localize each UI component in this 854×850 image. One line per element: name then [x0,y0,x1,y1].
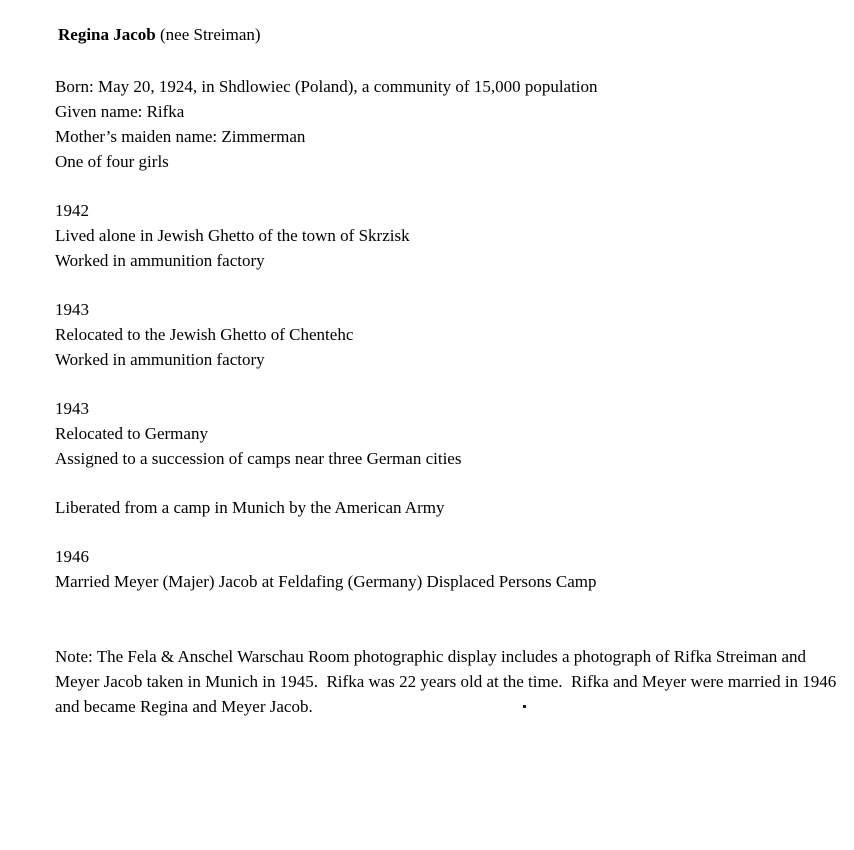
spacer-before-1942 [55,174,845,198]
spacer-before-1943-germany [55,372,845,396]
entry-1942-block [55,198,845,273]
given-name-line: Given name: Rifka [55,102,185,121]
entry-1946-line-1: Married Meyer (Majer) Jacob at Feldafing (Germany) Displaced Persons Camp [55,572,597,591]
spacer-before-1943-ghetto [55,273,845,297]
birth-details-block [55,74,845,174]
spacer-after-heading [55,47,845,74]
birth-line: Born: May 20, 1924, in Shdlowiec (Poland), a community of 15,000 population [55,77,598,96]
spacer-before-1946 [55,520,845,544]
entry-1943-ghetto-block [55,297,845,372]
entry-1943-germany-line-1: Relocated to Germany [55,424,208,443]
spacer-before-liberation [55,471,845,495]
entry-liberation-block [55,495,845,520]
subject-name: Regina Jacob [58,25,156,44]
entry-1942-year: 1942 [55,201,89,220]
entry-1943-ghetto-year: 1943 [55,300,89,319]
document-body [55,22,845,719]
siblings-line: One of four girls [55,152,169,171]
entry-1943-germany-year: 1943 [55,399,89,418]
subject-maiden-name: (nee Streiman) [155,25,261,44]
page-title [58,22,845,47]
mothers-maiden-name-line: Mother’s maiden name: Zimmerman [55,127,306,146]
entry-1943-ghetto-line-1: Relocated to the Jewish Ghetto of Chentehc [55,325,354,344]
spacer-before-note [55,594,845,644]
entry-1946-year: 1946 [55,547,89,566]
entry-1942-line-1: Lived alone in Jewish Ghetto of the town of Skrzisk [55,226,410,245]
entry-1943-ghetto-line-2: Worked in ammunition factory [55,350,265,369]
entry-1943-germany-block [55,396,845,471]
entry-1942-line-2: Worked in ammunition factory [55,251,265,270]
entry-liberation-line: Liberated from a camp in Munich by the American Army [55,498,445,517]
entry-1943-germany-line-2: Assigned to a succession of camps near three German cities [55,449,462,468]
note-paragraph: Note: The Fela & Anschel Warschau Room photographic display includes a photograph of Rifka Streiman and Meyer Jacob taken in Munich in 1945. Rifka was 22 years old at the time. Rifka and Meyer were married in 1946 and became Regina and Meyer Jacob. [55,647,841,716]
stray-mark-artifact [523,705,526,708]
entry-1946-block [55,544,845,594]
